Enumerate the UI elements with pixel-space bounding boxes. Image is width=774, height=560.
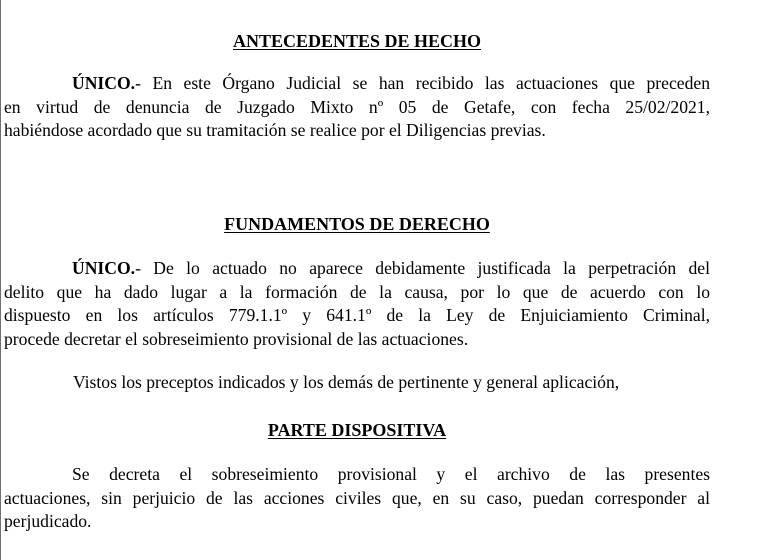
paragraph-line: delito que ha dado lugar a la formación de la causa, por lo que de acuerdo con lo [4, 281, 710, 302]
paragraph-line: perjudicado. [4, 511, 92, 531]
paragraph-line: habiéndose acordado que su tramitación se realice por el Diligencias previas. [4, 120, 546, 140]
paragraph-line: dispuesto en los artículos 779.1.1º y 641.1º de la Ley de Enjuiciamiento Criminal, [4, 305, 710, 325]
parte-dispositiva-paragraph [4, 463, 710, 534]
paragraph-lead: ÚNICO. [72, 258, 136, 278]
paragraph-line [4, 463, 710, 487]
paragraph-line [4, 72, 710, 96]
antecedentes-paragraph [4, 72, 710, 143]
paragraph-line: en virtud de denuncia de Juzgado Mixto nº 05 de Getafe, con fecha 25/02/2021, [4, 96, 710, 117]
paragraph-line: procede decretar el sobreseimiento provisional de las actuaciones. [4, 328, 469, 349]
paragraph-text: Se decreta el sobreseimiento provisional y el archivo de las presentes [72, 464, 710, 484]
fundamentos-paragraph [4, 257, 710, 351]
vistos-line: Vistos los preceptos indicados y los demás de pertinente y general aplicación, [73, 372, 620, 392]
paragraph-lead: ÚNICO. [72, 73, 136, 93]
section-heading-fundamentos: FUNDAMENTOS DE DERECHO [224, 214, 490, 234]
paragraph-text: - En este Órgano Judicial se han recibido las actuaciones que preceden [135, 73, 710, 93]
section-heading-parte-dispositiva: PARTE DISPOSITIVA [267, 420, 447, 440]
paragraph-text: - De lo actuado no aparece debidamente justificada la perpetración del [135, 258, 710, 278]
paragraph-line [4, 257, 710, 281]
section-heading-antecedentes: ANTECEDENTES DE HECHO [232, 31, 482, 51]
paragraph-line: actuaciones, sin perjuicio de las acciones civiles que, en su caso, puedan corresponder al [4, 487, 710, 508]
